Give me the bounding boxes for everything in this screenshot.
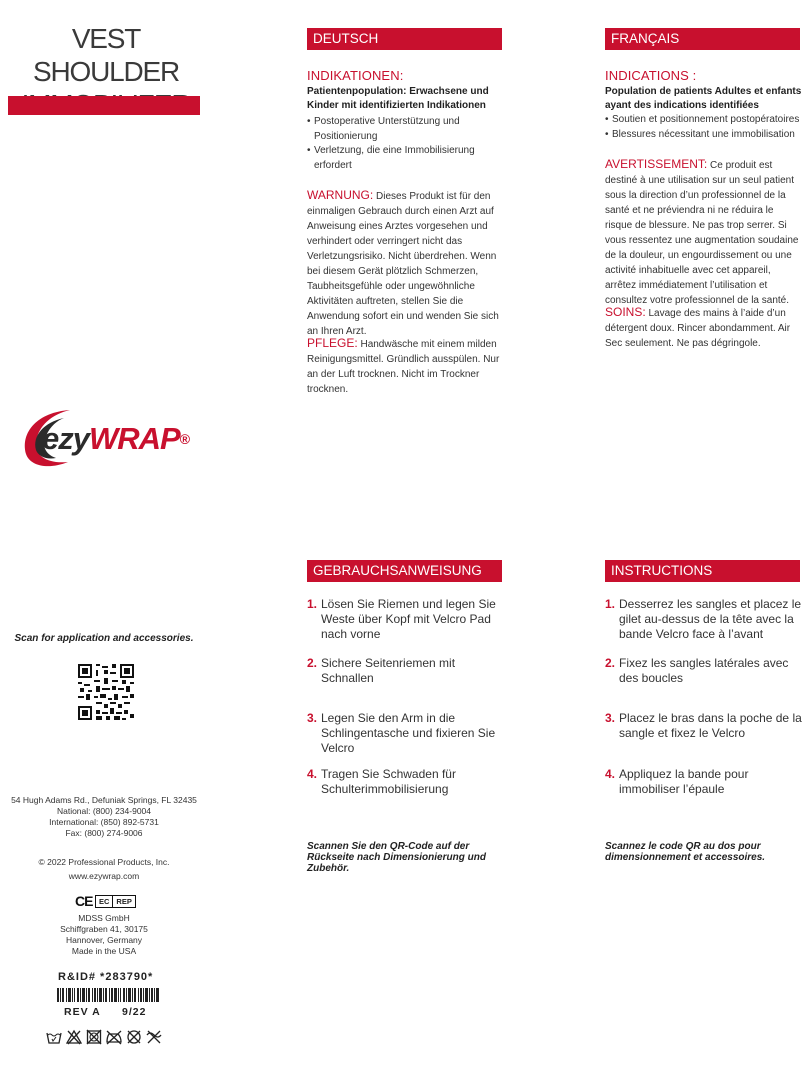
no-bleach-icon	[66, 1029, 82, 1045]
fr-care	[605, 305, 801, 351]
de-indications	[307, 68, 503, 173]
list-item: • Soutien et positionnement postopératoires	[605, 113, 803, 128]
de-indications-list	[307, 115, 503, 173]
no-iron-icon	[106, 1029, 122, 1045]
logo-registered: ®	[179, 431, 190, 447]
no-wring-icon	[146, 1029, 162, 1045]
de-indications-header: INDIKATIONEN:	[307, 68, 404, 83]
qr-code-icon	[78, 664, 134, 720]
list-item	[605, 711, 802, 767]
de-warning-text: Dieses Produkt ist für den einmaligen Gebrauch durch einen Arzt auf Anweisung eines Arztes vorgesehen und verhindert oder verringert nicht das Verletzungsrisiko. Nicht überdrehen. Wenn bei diesem Gerät plötzlich Schmerzen, Taubheitsgefühle oder ungewöhnliche Aktivitäten auftreten, stellen Sie die Anwendung sofort ein und wenden Sie sich an Ihren Arzt.	[307, 191, 499, 337]
copyright: © 2022 Professional Products, Inc.	[38, 857, 170, 867]
list-item	[307, 656, 497, 711]
list-item	[307, 597, 497, 648]
website: www.ezywrap.com	[68, 871, 140, 881]
fax: Fax: (800) 274-9006	[65, 828, 143, 838]
de-care-text: Handwäsche mit einem milden Reinigungsmittel. Gründlich ausspülen. Nur an der Luft trocknen. Nicht im Trockner trocknen.	[307, 339, 500, 395]
fr-warning-label: AVERTISSEMENT:	[605, 157, 708, 171]
address-block	[0, 795, 208, 839]
ec-label: EC	[96, 896, 113, 907]
de-care-label: PFLEGE:	[307, 336, 358, 350]
fr-care-label: SOINS:	[605, 305, 646, 319]
step-number: 2.	[605, 656, 616, 670]
logo-wordmark	[42, 422, 189, 456]
ce-ec-rep-row	[75, 894, 155, 910]
fr-steps	[605, 597, 802, 797]
mdss-block	[0, 913, 208, 957]
step-number: 4.	[307, 767, 318, 781]
section-bar-francais: FRANÇAIS	[605, 28, 800, 50]
step-number: 4.	[605, 767, 616, 781]
ezywrap-logo	[18, 404, 198, 470]
rid-number: R&ID# *283790*	[58, 971, 154, 983]
step-text: Lösen Sie Riemen und legen Sie Weste über Kopf mit Velcro Pad nach vorne	[321, 597, 496, 641]
step-text: Tragen Sie Schwaden für Schulterimmobilisierung	[321, 767, 456, 796]
no-tumble-dry-icon	[86, 1029, 102, 1045]
phone-national: National: (800) 234-9004	[56, 806, 152, 816]
logo-wrap: WRAP	[88, 421, 180, 456]
care-symbols	[46, 1029, 171, 1045]
mdss-city: Hannover, Germany	[65, 935, 143, 945]
step-text: Placez le bras dans la poche de la sangle et fixez le Velcro	[619, 711, 802, 740]
de-indications-population: Patientenpopulation: Erwachsene und Kinder mit identifizierten Indikationen	[307, 86, 489, 111]
list-item: • Blessures nécessitant une immobilisation	[605, 128, 803, 143]
no-dry-clean-icon	[126, 1029, 142, 1045]
list-item	[307, 711, 497, 767]
list-item	[605, 597, 802, 648]
rep-label: REP	[116, 897, 132, 906]
de-warning	[307, 188, 503, 339]
fr-indications-list	[605, 113, 803, 142]
barcode-icon	[57, 988, 159, 1002]
revision: REV A	[64, 1006, 101, 1018]
step-text: Legen Sie den Arm in die Schlingentasche und fixieren Sie Velcro	[321, 711, 496, 755]
step-number: 3.	[605, 711, 616, 725]
step-number: 3.	[307, 711, 318, 725]
list-item	[605, 767, 802, 797]
list-item	[605, 656, 802, 711]
scan-text-en: Scan for application and accessories.	[14, 633, 194, 644]
fr-indications-population: Population de patients Adultes et enfants ayant des indications identifiées	[605, 86, 802, 111]
step-number: 2.	[307, 656, 318, 670]
step-text: Appliquez la bande pour immobiliser l’épaule	[619, 767, 749, 796]
fr-scan-text: Scannez le code QR au dos pour dimensionnement et accessoires.	[605, 841, 766, 863]
step-number: 1.	[605, 597, 616, 611]
de-care	[307, 336, 503, 397]
section-bar-instructions: INSTRUCTIONS D’UTILISATION	[605, 560, 800, 582]
copyright-block	[0, 857, 208, 882]
mdss-street: Schiffgraben 41, 30175	[60, 924, 148, 934]
section-bar-deutsch: DEUTSCH	[307, 28, 502, 50]
wash-tub-icon	[46, 1029, 62, 1045]
step-text: Sichere Seitenriemen mit Schnallen	[321, 656, 456, 685]
fr-care-text: Lavage des mains à l’aide d’un détergent doux. Rincer abondamment. Air Sec seulement. Ne pas dégringole.	[605, 308, 791, 349]
list-item: • Verletzung, die eine Immobilisierung erfordert	[307, 144, 503, 173]
list-item: • Postoperative Unterstützung und Positionierung	[307, 115, 503, 144]
list-item	[307, 767, 497, 797]
fr-warning-text: Ce produit est destiné à une utilisation sur un seul patient sous la direction d’un professionnel de la santé et ne préviendra ni ne réduira le risque de blessure. Ne pas trop serrer. Si vous ressentez une augmentation soudaine de la douleur, un engourdissement ou une activité inhabituelle avec cet appareil, arrêtez immédiatement l’utilisation et consultez votre professionnel de la santé.	[605, 160, 799, 306]
revision-date: 9/22	[122, 1006, 147, 1018]
fr-warning	[605, 157, 801, 308]
fr-indications-header: INDICATIONS :	[605, 68, 697, 83]
address-line: 54 Hugh Adams Rd., Defuniak Springs, FL 32435	[11, 795, 197, 805]
step-number: 1.	[307, 597, 318, 611]
made-in: Made in the USA	[71, 946, 137, 956]
step-text: Desserrez les sangles et placez le gilet au-dessus de la tête avec la bande Velcro face à l’avant	[619, 597, 802, 641]
revision-row	[64, 1006, 174, 1018]
ce-mark-icon: CE	[75, 893, 93, 909]
step-text: Fixez les sangles latérales avec des boucles	[619, 656, 789, 685]
ec-rep-box	[95, 895, 136, 908]
section-bar-gebrauchsanweisung: GEBRAUCHSANWEISUNG	[307, 560, 502, 582]
mdss-name: MDSS GmbH	[78, 913, 130, 923]
de-steps	[307, 597, 497, 797]
title-underline-bar	[8, 96, 200, 115]
title-line-1: VEST SHOULDER	[33, 23, 179, 87]
logo-ezy: ezy	[42, 421, 89, 456]
fr-indications	[605, 68, 803, 142]
phone-international: International: (850) 892-5731	[49, 817, 159, 827]
de-scan-text: Scannen Sie den QR-Code auf der Rückseite nach Dimensionierung und Zubehör.	[307, 841, 486, 874]
de-warning-label: WARNUNG:	[307, 188, 374, 202]
